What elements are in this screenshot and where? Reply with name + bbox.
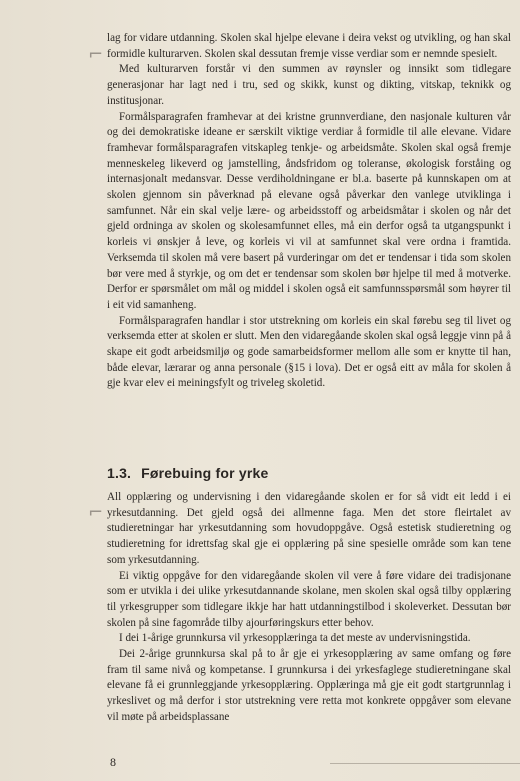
section-heading bbox=[107, 465, 278, 481]
paragraph-7: I dei 1-årige grunnkursa vil yrkesopplæringa ta det meste av undervisningstida. bbox=[119, 632, 471, 645]
paragraph-2: Med kulturarven forstår vi den summen av røynsler og innsikt som tidlegare generasjonar har lagt ned i tru, sed og skikk, kunst og dikting, vitskap, teknikk og institusjonar. bbox=[107, 63, 511, 107]
paragraph-8: Dei 2-årige grunnkursa skal på to år gje ei yrkesopplæring av same omfang og føre fram til same nivå og kompetanse. I grunnkursa i dei yrkesfaglege studieretningane skal elevane få ei grunnleggjande yrkesopplæring. Opplæringa må gje eit godt startgrunnlag i yrkeslivet og må derfor i stor utstrekning vere retta mot konkrete oppgåver som elevane vil møte på arbeidsplassane bbox=[107, 648, 511, 723]
paragraph-3: Formålsparagrafen framhevar at dei kristne grunnverdiane, den nasjonale kulturen vår og dei demokratiske ideane er særskilt viktige verdiar å formidle til alle elevane. Vidare framhevar formålsparagrafen vitskapleg tenkje- og arbeidsmåte. Skolen skal også fremje menneskeleg likeverd og jamstelling, åndsfridom og toleranse, økologisk forståing og internasjonalt medansvar. Desse verdiholdningane er bl.a. baserte på kunnskapen om at skolen gjennom sin påverknad på elevane også påverkar den vanlege utviklinga i samfunnet. Når ein skal velje lære- og arbeidsstoff og arbeidsmåtar i skolen og når det gjeld ordninga av skolen og skolesamfunnet elles, må ein derfor også ta utgangspunkt i korleis vi ønskjer å leve, og korleis vi vil at samfunnet skal vere ordna i framtida. Verksemda til skolen må vere basert på vurderingar om det er tendensar i tida som skolen bør vere med å styrkje, og om det er tendensar som skolen bør hjelpe til med å motverke. Derfor er spørsmålet om mål og middel i skolen også eit samfunnsspørsmål som høyrer til i eit vid samanheng. bbox=[107, 110, 511, 311]
paragraph-1: lag for vidare utdanning. Skolen skal hjelpe elevane i deira vekst og utvikling, og han skal formidle kulturarven. Skolen skal dessutan fremje visse verdiar som er nemnde spesielt. bbox=[107, 32, 511, 60]
section-title: Førebuing for yrke bbox=[141, 465, 269, 481]
bottom-rule bbox=[330, 763, 520, 764]
body-text-top bbox=[107, 31, 511, 392]
paragraph-4: Formålsparagrafen handlar i stor utstrekning om korleis ein skal førebu seg til livet og verksemda etter at skolen er slutt. Men den vidaregåande skolen skal også leggje vinn på å skape eit godt arbeidsmiljø og gode samarbeidsformer mellom alle som er knytte til han, både elevar, lærarar og anna personale (§15 i lova). Det er også eitt av måla for skolen å gje kvar elev ei meiningsfylt og triveleg skoletid. bbox=[107, 314, 511, 390]
margin-bracket-mark: ⌐ bbox=[88, 502, 104, 523]
section-number: 1.3. bbox=[107, 465, 132, 481]
page-number: 8 bbox=[110, 755, 116, 769]
margin-bracket-mark: ⌐ bbox=[88, 44, 104, 65]
paragraph-6: Ei viktig oppgåve for den vidaregåande skolen vil vere å føre vidare dei tradisjonane som er utvikla i dei ulike yrkesutdannande skolane, men skolen skal også tilby opplæring til yrkesgrupper som tidlegare ikkje har hatt utdanningstilbod i skoleverket. Dessutan bør skolen på sine fagområde tilby ajourføringskurs etter behov. bbox=[107, 569, 511, 629]
body-text-bottom bbox=[107, 490, 511, 726]
paragraph-5: All opplæring og undervisning i den vidaregåande skolen er for så vidt eit ledd i ei yrkesutdanning. Det gjeld også dei allmenne faga. Men det store fleirtalet av studieretningar har yrkesutdanning som hovudoppgåve. Også estetisk studieretning og studieretning for idrettsfag skal gje ei opplæring på sine spesielle område som kan tene som yrkesutdanning. bbox=[107, 491, 511, 566]
